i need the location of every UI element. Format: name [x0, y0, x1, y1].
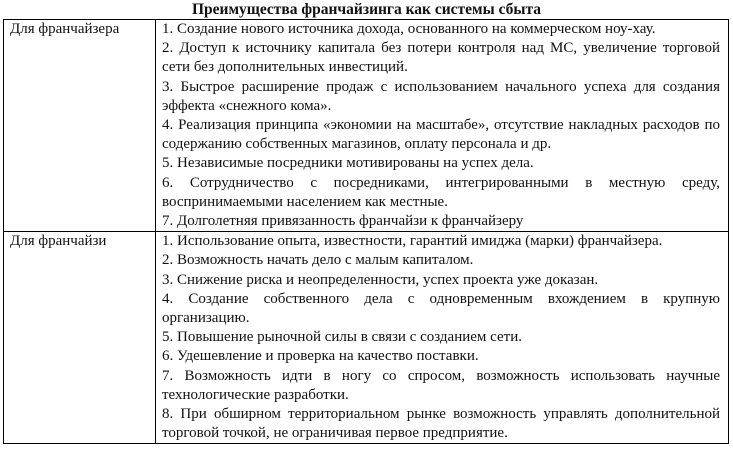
list-item: 4. Создание собственного дела с одновременным вхождением в крупную организацию. — [162, 290, 720, 327]
list-item: 8. При обширном территориальном рынке возможность управлять дополнительной торговой точкой, не ограничивая первое предприятие. — [162, 406, 720, 442]
list-item: 1. Использование опыта, известности, гарантий имиджа (марки) франчайзера. — [162, 233, 663, 250]
list-item: 7. Возможность идти в ногу со спросом, возможность использовать научные технологические разработки. — [162, 367, 720, 403]
advantages-table — [3, 19, 729, 444]
list-item: 3. Снижение риска и неопределенности, успех проекта уже доказан. — [162, 271, 599, 288]
list-item: 5. Повышение рыночной силы в связи с созданием сети. — [162, 329, 522, 346]
row-label-franchisor: Для франчайзера — [4, 20, 156, 232]
list-item: 6. Сотрудничество с посредниками, интегрированными в местную среду, воспринимаемыми населением как местные. — [162, 174, 720, 210]
table-title: Преимущества франчайзинга как системы сбыта — [191, 1, 542, 18]
list-item: 3. Быстрое расширение продаж с использованием начального успеха для создания эффекта «снежного кома». — [162, 78, 720, 114]
list-item: 4. Реализация принципа «экономии на масштабе», отсутствие накладных расходов по содержанию собственных магазинов, оплату персонала и др. — [162, 117, 720, 153]
list-item: 2. Доступ к источнику капитала без потери контроля над МС, увеличение торговой сети без дополнительных инвестиций. — [162, 40, 720, 76]
list-item: 6. Удешевление и проверка на качество поставки. — [162, 348, 479, 365]
advantages-list-franchisee — [156, 232, 729, 444]
table-row-franchisee — [4, 232, 729, 444]
list-item: 2. Возможность начать дело с малым капиталом. — [162, 252, 474, 269]
list-item: 5. Независимые посредники мотивированы на успех дела. — [162, 155, 534, 172]
advantages-list-franchisor — [156, 20, 729, 232]
list-item: 7. Долголетняя привязанность франчайзи к франчайзеру — [162, 213, 524, 230]
row-label-franchisee: Для франчайзи — [4, 232, 156, 444]
list-item: 1. Создание нового источника дохода, основанного на коммерческом ноу-хау. — [162, 21, 656, 37]
table-row-franchisor — [4, 20, 729, 232]
